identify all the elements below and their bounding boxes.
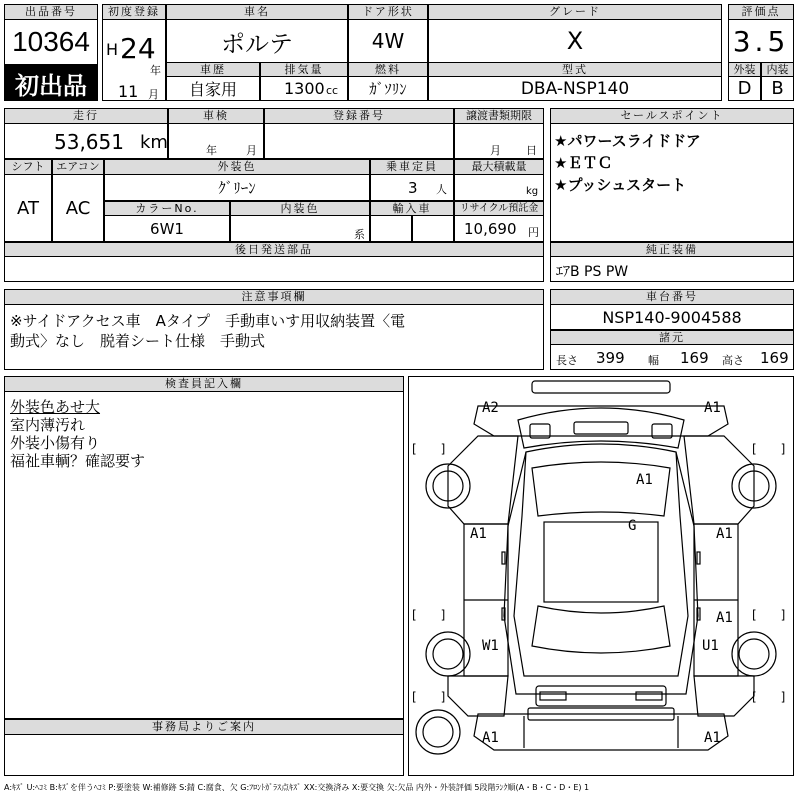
model-header: 型式 [428, 62, 722, 77]
notes-line: ※サイドアクセス車 Aタイプ 手動車いす用収納装置〈電 [10, 312, 406, 330]
color-number: 6W1 [150, 219, 184, 238]
first-registration-header: 初度登録 [102, 4, 166, 20]
import-header: 輸入車 [370, 201, 454, 216]
width-label: 幅 [648, 354, 659, 367]
displacement: 1300 [284, 79, 325, 98]
height-label: 高さ [722, 354, 744, 367]
legend: A:ｷｽﾞ U:ﾍｺﾐ B:ｷｽﾞを伴うﾍｺﾐ P:要塗装 W:補修跡 S:錆 C:腐食、欠 G:ﾌﾛﾝﾄｶﾞﾗｽ点ｷｽﾞ XX:交換済み X:要交換 欠:欠品 内外・外装評価 5段階ﾗﾝｸ順(A・B・C・D・E) 1 [4, 783, 590, 792]
grade: X [566, 27, 584, 55]
shift: AT [17, 197, 39, 219]
mileage-unit: km [140, 132, 168, 153]
damage-mark: A1 [482, 730, 499, 746]
bracket-mark: [ ] [752, 690, 786, 704]
office-notice-header: 事務局よりご案内 [4, 719, 404, 735]
specs-box [550, 344, 794, 370]
door-type: 4W [371, 29, 405, 53]
lot-number: 10364 [12, 26, 90, 57]
equipment: ｴｱB PS PW [556, 264, 629, 280]
later-parts-box [4, 256, 544, 282]
door-header: ドア形状 [348, 4, 428, 20]
transfer-deadline-header: 譲渡書類期限 [454, 108, 544, 124]
bracket-mark: [ ] [412, 608, 446, 622]
later-parts-header: 後日発送部品 [4, 242, 544, 257]
mileage: 53,651 [54, 130, 124, 154]
damage-mark: U1 [702, 638, 719, 654]
damage-mark: A1 [470, 526, 487, 542]
evaluation-score: 3.5 [732, 24, 790, 58]
grade-header: グレード [428, 4, 722, 20]
bracket-mark: [ ] [412, 690, 446, 704]
interior-grade: B [771, 78, 784, 99]
equipment-header: 純正装備 [550, 242, 794, 257]
import-box-2 [412, 215, 454, 242]
import-box [370, 215, 412, 242]
fuel-header: 燃料 [348, 62, 428, 77]
car-name: ポルテ [221, 29, 293, 58]
interior-grade-header: 内装 [761, 62, 794, 77]
exterior-grade: D [737, 78, 752, 99]
history-header: 車歴 [166, 62, 260, 77]
inspector-line: 外装色あせ大 [10, 398, 101, 416]
chassis-number: NSP140-9004588 [602, 307, 742, 327]
inspection-year-unit: 年 [206, 144, 217, 157]
inspection-month-unit: 月 [246, 144, 257, 157]
exterior-color: ｸﾞﾘｰﾝ [218, 179, 256, 197]
registration-month: 11 [118, 82, 139, 101]
recycle-unit: 円 [528, 226, 539, 239]
color-number-header: カラーNo. [104, 201, 230, 216]
specs-header: 諸元 [550, 330, 794, 345]
aircon-header: エアコン [52, 159, 104, 175]
bracket-mark: [ ] [752, 608, 786, 622]
exterior-color-header: 外装色 [104, 159, 370, 175]
height: 169 [760, 349, 789, 367]
registration-year: 24 [120, 32, 156, 65]
notes-line: 動式〉なし 脱着シート仕様 手動式 [10, 332, 266, 350]
damage-mark: A1 [704, 400, 721, 416]
transfer-day-unit: 日 [526, 144, 537, 157]
score-header: 評価点 [728, 4, 794, 20]
displacement-unit: cc [326, 84, 339, 97]
length: 399 [596, 349, 625, 367]
inspector-line: 外装小傷有り [10, 434, 101, 452]
max-load-unit: kg [526, 186, 539, 197]
registration-number-header: 登録番号 [264, 108, 454, 124]
interior-color-box [230, 215, 370, 242]
year-unit: 年 [150, 64, 161, 77]
aircon: AC [65, 197, 91, 219]
length-label: 長さ [556, 354, 578, 367]
selling-points-header: セールスポイント [550, 108, 794, 124]
bracket-mark: [ ] [412, 442, 446, 456]
inspector-line: 室内薄汚れ [10, 416, 86, 434]
shift-header: シフト [4, 159, 52, 175]
car-name-header: 車名 [166, 4, 348, 20]
bracket-mark: [ ] [752, 442, 786, 456]
chassis-header: 車台番号 [550, 289, 794, 305]
registration-number-box [264, 123, 454, 159]
vehicle-history: 自家用 [188, 80, 237, 99]
capacity-unit: 人 [436, 183, 447, 196]
selling-point: ★パワースライドドア [554, 132, 701, 150]
capacity-header: 乗車定員 [370, 159, 454, 175]
damage-mark: A1 [636, 472, 653, 488]
first-listing-badge: 初出品 [4, 65, 98, 101]
selling-point: ★ＥＴＣ [554, 154, 613, 172]
transfer-month-unit: 月 [490, 144, 501, 157]
inspector-notes-header: 検査員記入欄 [4, 376, 404, 392]
lot-number-header: 出品番号 [4, 4, 98, 20]
interior-color-header: 内装色 [230, 201, 370, 216]
damage-mark: G [628, 518, 637, 534]
mileage-header: 走行 [4, 108, 168, 124]
damage-mark: A2 [482, 400, 499, 416]
interior-color-unit: 系 [354, 228, 365, 241]
inspection-header: 車検 [168, 108, 264, 124]
selling-point: ★プッシュスタート [554, 176, 687, 194]
capacity: 3 [408, 179, 418, 197]
width: 169 [680, 349, 709, 367]
office-notice-box [4, 734, 404, 776]
recycle-header: リサイクル預託金 [454, 201, 544, 216]
car-damage-diagram [408, 376, 794, 776]
damage-mark: A1 [716, 610, 733, 626]
month-unit: 月 [148, 88, 159, 101]
damage-mark: W1 [482, 638, 499, 654]
damage-mark: A1 [716, 526, 733, 542]
recycle-fee: 10,690 [464, 220, 517, 238]
max-load-header: 最大積載量 [454, 159, 544, 175]
fuel: ｶﾞｿﾘﾝ [369, 80, 407, 98]
damage-mark: A1 [704, 730, 721, 746]
exterior-grade-header: 外装 [728, 62, 761, 77]
notes-header: 注意事項欄 [4, 289, 544, 305]
era-label: H [106, 40, 119, 59]
inspector-line: 福祉車輌？確認要す [10, 452, 146, 470]
model-code: DBA-NSP140 [520, 78, 630, 99]
displacement-header: 排気量 [260, 62, 348, 77]
